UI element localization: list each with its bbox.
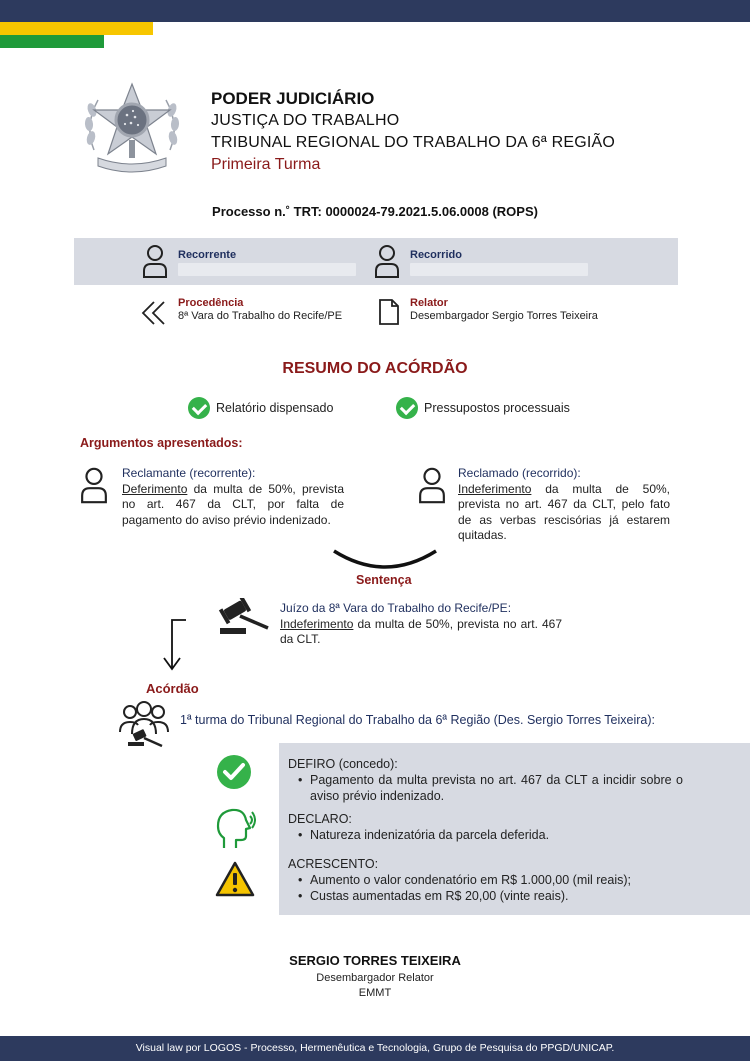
person-icon [374,244,400,278]
declaro-block [288,811,683,843]
person-icon [418,466,446,504]
recorrido-block [410,249,588,276]
arg-reclamante-rest: da multa de 50%, prevista no art. 467 da CLT, por falta de pagamento do aviso prévio indenizado. [122,481,344,527]
brasao-emblem [80,80,184,180]
redacted-name [410,263,588,276]
declaro-item: • Natureza indenizatória da parcela deferida. [288,827,683,843]
sentenca-lead: Indeferimento [280,616,354,631]
footer: Visual law por LOGOS - Processo, Hermenêutica e Tecnologia, Grupo de Pesquisa do PPGD/UNICAP. [0,1036,750,1061]
sentenca-text [280,601,562,648]
acordao-sub: 1ª turma do Tribunal Regional do Trabalho da 6ª Região (Des. Sergio Torres Teixeira): [180,713,656,727]
header-tribunal: TRIBUNAL REGIONAL DO TRABALHO DA 6ª REGIÃO [211,134,616,151]
warning-icon [214,860,256,898]
top-bar [0,0,750,22]
defiro-item: • Pagamento da multa prevista no art. 467 da CLT a incidir sobre o aviso prévio indenizado. [288,772,683,804]
procedencia-label: Procedência [178,297,244,309]
signature-code: EMMT [358,987,392,999]
resumo-title: RESUMO DO ACÓRDÃO [279,360,470,378]
relator-label: Relator [410,297,448,309]
declaro-title: DECLARO: [288,812,352,826]
arg-reclamante [122,466,344,528]
resumo-title-wrap [0,360,750,378]
pressupostos-check [396,397,570,419]
acrescento-item: • Aumento o valor condenatório em R$ 1.000,00 (mil reais); [288,872,683,888]
processo-number: Processo n.˚ TRT: 0000024-79.2021.5.06.0008 (ROPS) [212,204,538,219]
relatorio-text: Relatório dispensado [216,401,334,415]
arg-reclamante-lead: Deferimento [122,481,188,496]
defiro-block [288,756,683,804]
arrow-down-icon [160,618,190,672]
relator-block [410,297,598,324]
relatorio-check [188,397,333,419]
speaking-head-icon [216,806,256,850]
arg-reclamado-rest: da multa de 50%, prevista no art. 467 da CLT, pelo fato de as verbas rescisórias já estarem quitadas. [458,481,670,542]
header-turma: Primeira Turma [211,156,321,173]
acrescento-item: • Custas aumentadas em R$ 20,00 (vinte reais). [288,888,683,904]
check-icon [188,397,210,419]
signature-role: Desembargador Relator [316,972,434,984]
header-justica: JUSTIÇA DO TRABALHO [211,112,400,129]
args-title: Argumentos apresentados: [80,436,243,450]
recorrido-label: Recorrido [410,249,462,261]
header-block [211,88,615,176]
sentenca-label: Sentença [356,573,412,587]
merge-arc [330,547,440,573]
green-stripe [0,35,104,48]
defiro-title: DEFIRO (concedo): [288,757,398,771]
acordao-label: Acórdão [146,681,199,696]
acrescento-title: ACRESCENTO: [288,857,379,871]
person-icon [142,244,168,278]
gavel-icon [216,598,270,638]
sentenca-who: Juízo da 8ª Vara do Trabalho do Recife/PE: [280,601,512,615]
redacted-name [178,263,356,276]
sentenca-rest: da multa de 50%, prevista no art. 467 da CLT. [280,616,562,646]
arg-reclamado-lead: Indeferimento [458,481,532,496]
procedencia-block [178,297,342,324]
acrescento-block [288,856,683,904]
person-icon [80,466,108,504]
signature-name: SERGIO TORRES TEIXEIRA [289,953,461,968]
arg-reclamado-who: Reclamado (recorrido): [458,466,581,480]
recorrente-block [178,249,356,276]
arg-reclamado [458,466,670,544]
relator-value: Desembargador Sergio Torres Teixeira [410,310,598,322]
recorrente-label: Recorrente [178,249,237,261]
procedencia-value: 8ª Vara do Trabalho do Recife/PE [178,310,343,322]
rewind-icon [140,300,168,326]
arg-reclamante-who: Reclamante (recorrente): [122,466,256,480]
check-icon [216,754,252,790]
document-icon [378,298,400,326]
yellow-stripe [0,22,153,35]
check-icon [396,397,418,419]
header-poder: PODER JUDICIÁRIO [211,89,375,108]
group-judge-icon [116,700,172,748]
pressupostos-text: Pressupostos processuais [424,401,570,415]
